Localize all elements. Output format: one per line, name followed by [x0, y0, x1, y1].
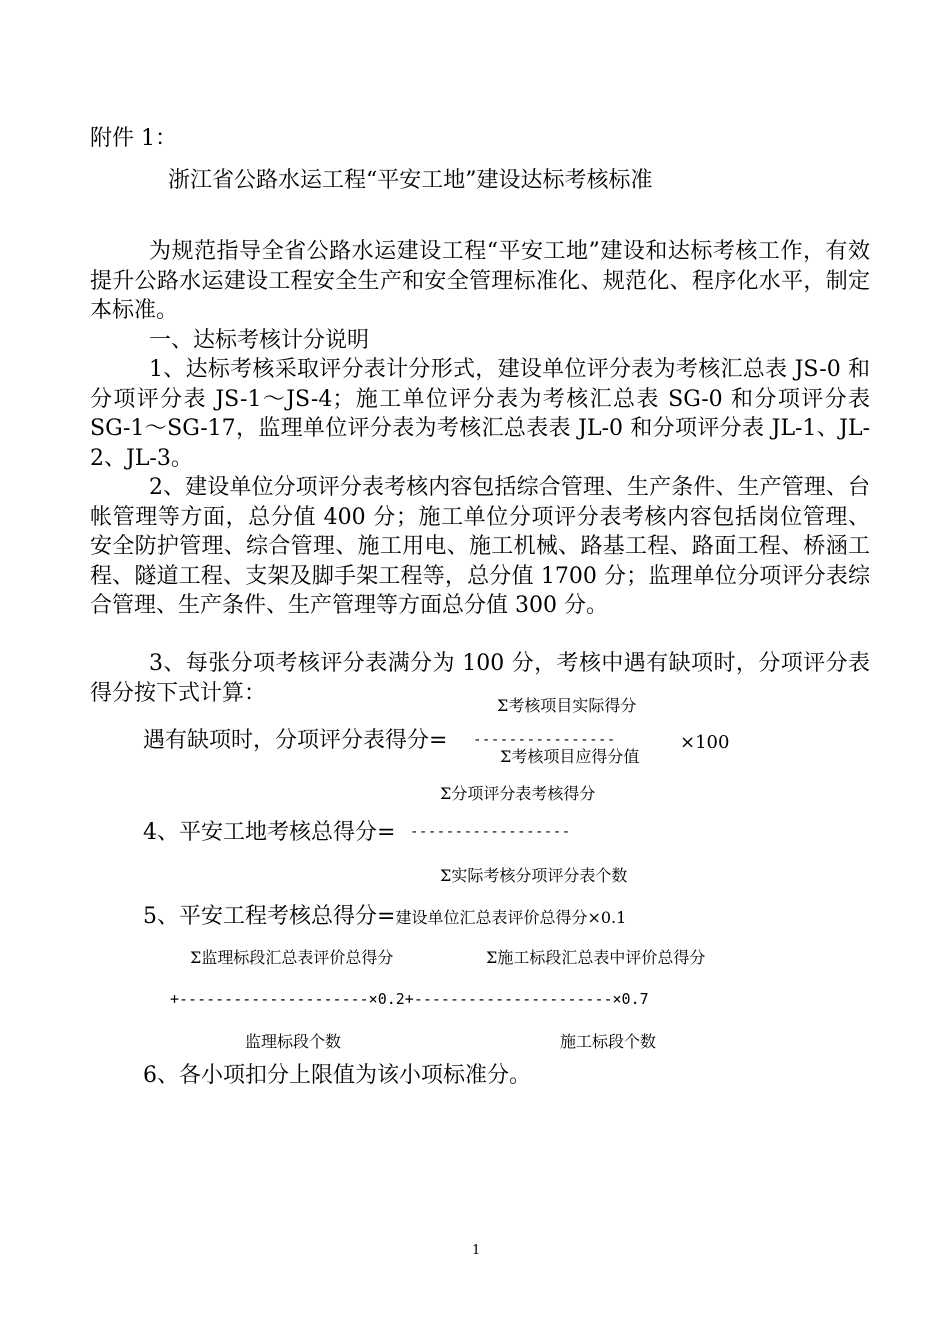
formula3-numerator-supervision: Σ监理标段汇总表评价总得分 — [190, 948, 394, 967]
formula1-fraction-line: ---------------- — [473, 732, 616, 748]
formula3-denominator-supervision: 监理标段个数 — [245, 1032, 342, 1051]
formula2-fraction-line: ------------------ — [410, 824, 571, 840]
page-number: 1 — [472, 1243, 481, 1258]
item-3-paragraph: 3、每张分项考核评分表满分为 100 分，考核中遇有缺项时，分项评分表得分按下式计算： — [90, 651, 870, 706]
formula2-label: 4、平安工地考核总得分= — [143, 820, 396, 845]
item-1-paragraph: 1、达标考核采取评分表计分形式，建设单位评分表为考核汇总表 JS-0 和分项评分表 JS-1～JS-4；施工单位评分表为考核汇总表 SG-0 和分项评分表 SG-1～SG-17，监理单位评分表为考核汇总表表 JL-0 和分项评分表 JL-1、JL-2、JL-3。 — [90, 357, 870, 471]
attachment-label: 附件 1： — [90, 126, 177, 151]
intro-paragraph: 为规范指导全省公路水运建设工程“平安工地”建设和达标考核工作，有效提升公路水运建设工程安全生产和安全管理标准化、规范化、程序化水平，制定本标准。 — [90, 239, 870, 323]
section-heading: 一、达标考核计分说明 — [149, 328, 370, 353]
formula3-fraction-line: +---------------------×0.2+----------------------×0.7 — [170, 990, 649, 1008]
formula1-denominator: Σ考核项目应得分值 — [500, 747, 640, 766]
formula2-denominator: Σ实际考核分项评分表个数 — [440, 866, 628, 885]
formula3-line1 — [143, 902, 626, 932]
times-sign: ×100 — [680, 732, 730, 753]
formula3-label: 5、平安工程考核总得分= — [143, 904, 396, 929]
formula2-numerator: Σ分项评分表考核得分 — [440, 784, 596, 803]
item-6-paragraph: 6、各小项扣分上限值为该小项标准分。 — [143, 1063, 531, 1088]
formula1-multiplier — [680, 728, 729, 758]
formula1-numerator: Σ考核项目实际得分 — [497, 696, 637, 715]
formula1-label: 遇有缺项时，分项评分表得分= — [143, 728, 448, 753]
formula3-denominator-construction: 施工标段个数 — [560, 1032, 657, 1051]
item-2-paragraph: 2、建设单位分项评分表考核内容包括综合管理、生产条件、生产管理、台帐管理等方面，总分值 400 分；施工单位分项评分表考核内容包括岗位管理、安全防护管理、综合管理、施工用电、施工机械、路基工程、路面工程、桥涵工程、隧道工程、支架及脚手架工程等，总分值 1700 分；监理单位分项评分表综合管理、生产条件、生产管理等方面总分值 300 分。 — [90, 475, 870, 618]
formula3-label-small: 建设单位汇总表评价总得分×0.1 — [395, 908, 627, 927]
document-title: 浙江省公路水运工程“平安工地”建设达标考核标准 — [168, 168, 653, 193]
formula3-numerator-construction: Σ施工标段汇总表中评价总得分 — [486, 948, 706, 967]
